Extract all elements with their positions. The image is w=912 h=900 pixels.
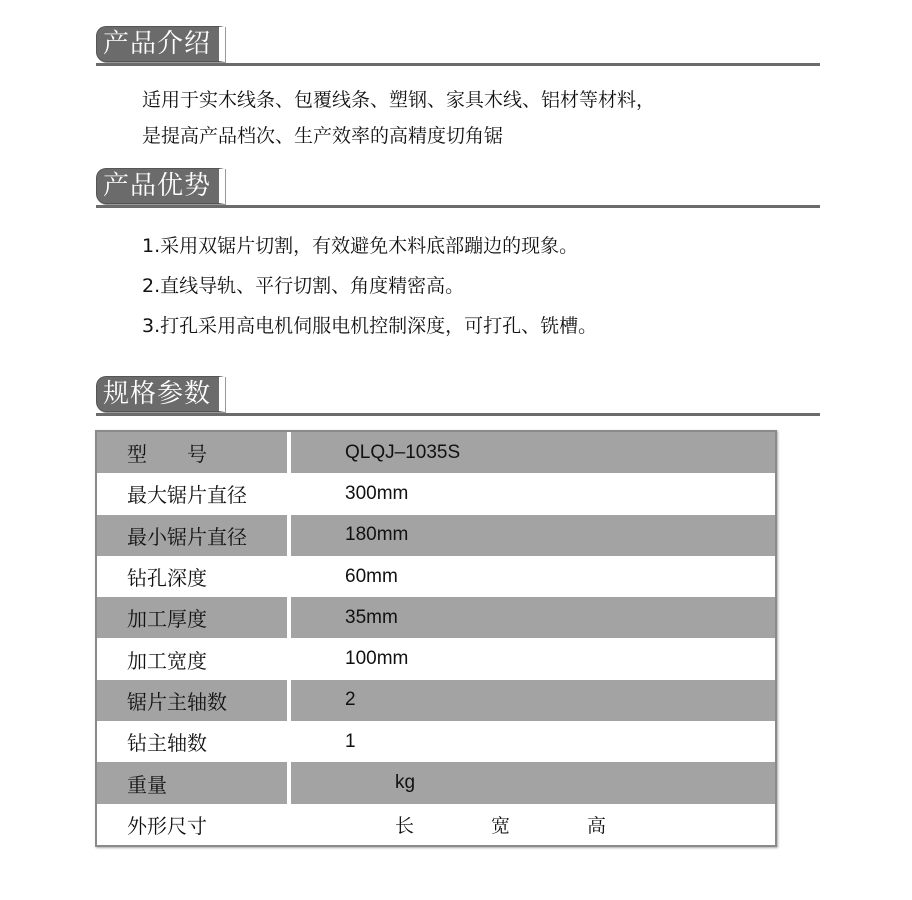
spec-label: 钻主轴数: [127, 731, 207, 756]
spec-label: 重量: [127, 772, 167, 797]
section-header-advantages: [96, 168, 820, 204]
advantage-item-3: 3.打孔采用高电机伺服电机控制深度，可打孔、铣槽。: [142, 315, 598, 337]
dim-length: 长: [395, 815, 415, 837]
spec-value: kg: [395, 772, 416, 794]
intro-line-1: 适用于实木线条、包覆线条、塑钢、家具木线、铝材等材料，: [142, 89, 656, 111]
spec-label: 最小锯片直径: [127, 524, 247, 549]
spec-label: 加工宽度: [127, 648, 207, 673]
section-header-specs: [96, 376, 820, 412]
spec-value: 60mm: [345, 565, 398, 587]
spec-label: 锯片主轴数: [127, 689, 227, 714]
advantage-item-2: 2.直线导轨、平行切割、角度精密高。: [142, 275, 465, 297]
section-header-intro: [96, 26, 820, 62]
spec-value: 1: [345, 730, 356, 752]
spec-value: QLQJ–1035S: [345, 441, 461, 463]
spec-value: 180mm: [345, 524, 409, 546]
spec-value: 300mm: [345, 482, 409, 504]
spec-value: 100mm: [345, 648, 409, 670]
spec-row: [97, 638, 775, 679]
spec-row: [97, 762, 775, 803]
spec-label: 外形尺寸: [127, 813, 207, 838]
section-rule: [96, 63, 820, 66]
advantage-item-1: 1.采用双锯片切割，有效避免木料底部蹦边的现象。: [142, 235, 579, 257]
spec-row-dimensions: [97, 804, 775, 845]
spec-value-dimensions: [291, 804, 775, 845]
spec-label-part: 型: [127, 442, 147, 467]
dim-height: 高: [587, 815, 607, 837]
spec-row: [97, 721, 775, 762]
spec-label-part: 号: [187, 442, 207, 467]
spec-value: 35mm: [345, 606, 398, 628]
section-rule: [96, 413, 820, 416]
intro-paragraph: [142, 82, 655, 154]
spec-table: [95, 430, 777, 847]
advantages-list: [142, 226, 597, 346]
section-title-advantages: 产品优势: [96, 168, 225, 204]
section-rule: [96, 205, 820, 208]
spec-label: [97, 432, 287, 473]
spec-label: 最大锯片直径: [127, 483, 247, 508]
spec-row: [97, 515, 775, 556]
spec-row: [97, 556, 775, 597]
spec-label: 钻孔深度: [127, 566, 207, 591]
section-title-specs: 规格参数: [96, 376, 225, 412]
section-title-intro: 产品介绍: [96, 26, 225, 62]
spec-label: 加工厚度: [127, 607, 207, 632]
spec-row: [97, 473, 775, 514]
spec-row: [97, 597, 775, 638]
spec-row-model: [97, 432, 775, 473]
dim-width: 宽: [491, 815, 511, 837]
spec-value: 2: [345, 689, 356, 711]
spec-row: [97, 680, 775, 721]
intro-line-2: 是提高产品档次、生产效率的高精度切角锯: [142, 125, 504, 147]
